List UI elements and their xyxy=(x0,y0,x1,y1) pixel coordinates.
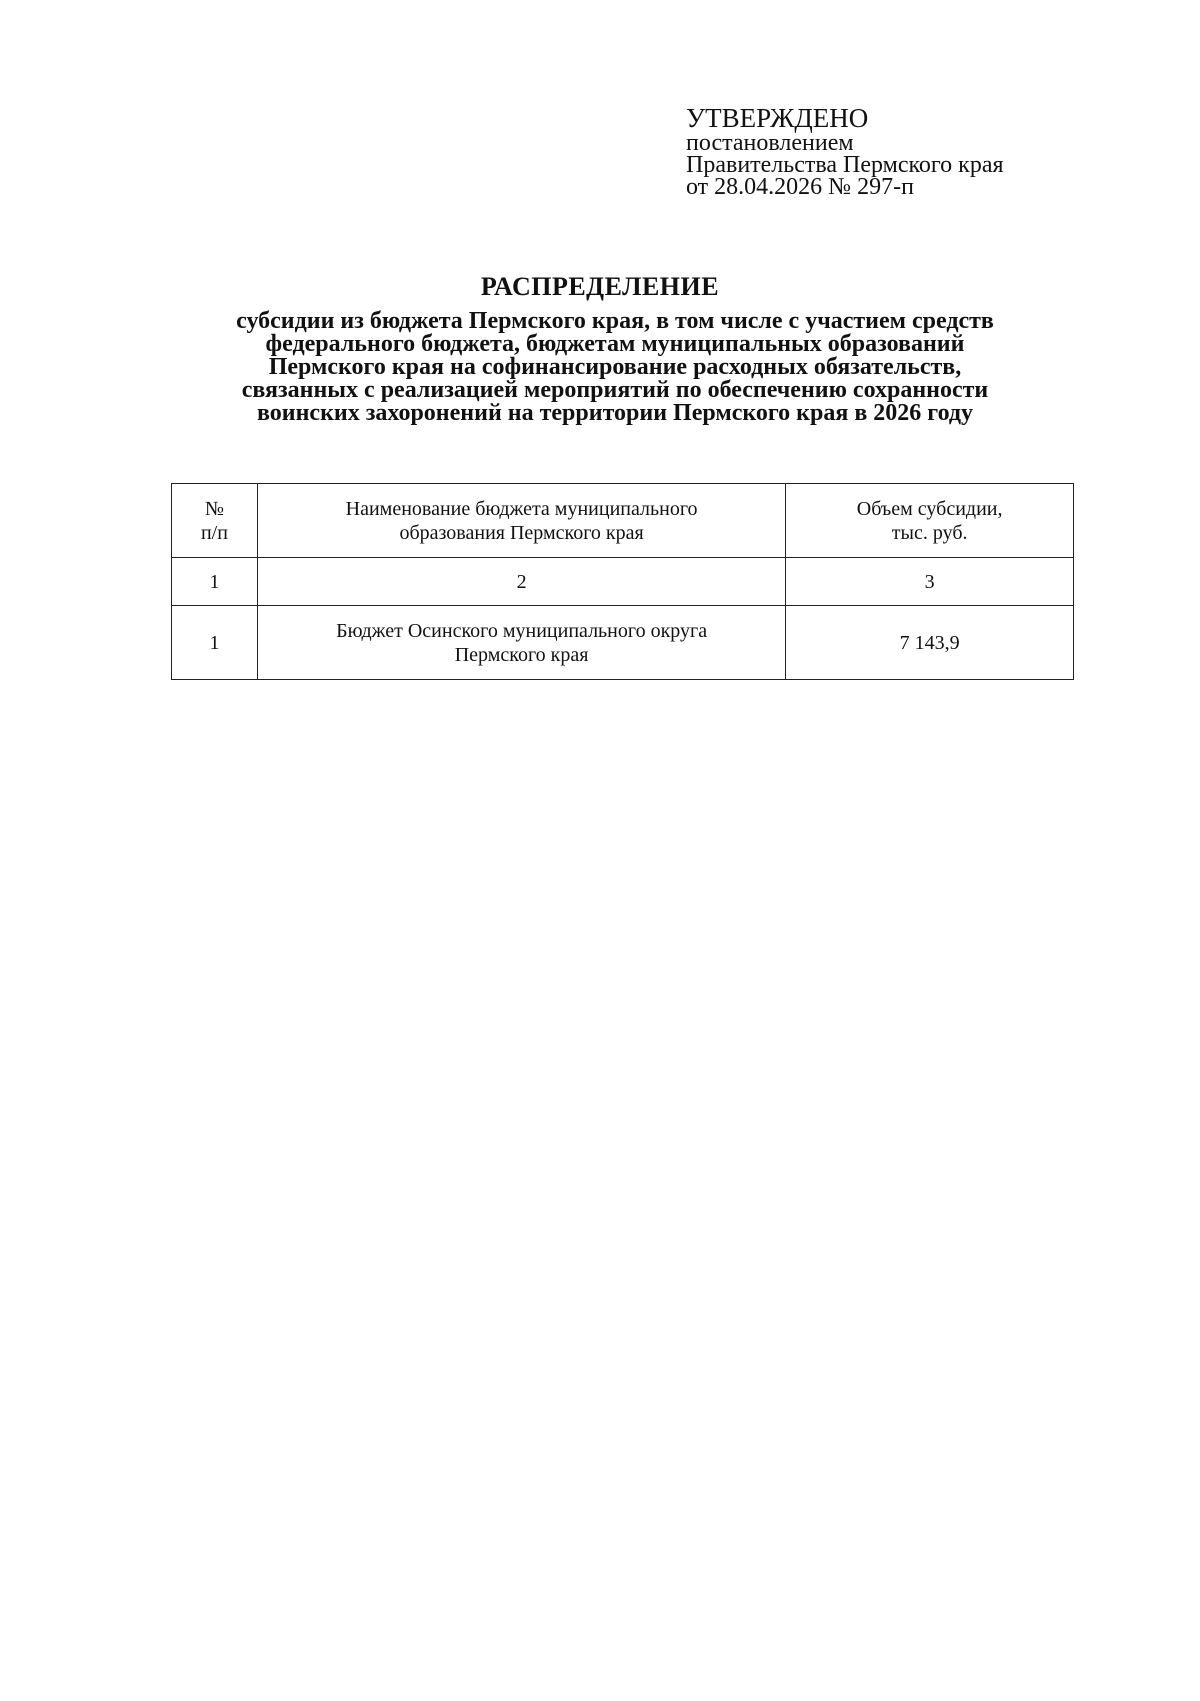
column-number-cell: 3 xyxy=(786,558,1074,606)
subtitle-line: Пермского края на софинансирование расходных обязательств, xyxy=(268,354,962,380)
table-header-row xyxy=(172,484,1074,558)
subtitle-line: связанных с реализацией мероприятий по обеспечению сохранности xyxy=(241,377,989,403)
column-number-cell: 2 xyxy=(257,558,785,606)
subtitle-line: федерального бюджета, бюджетам муниципальных образований xyxy=(265,331,965,357)
header-cell-subsidy-amount: Объем субсидии, тыс. руб. xyxy=(786,484,1074,558)
column-number-cell: 1 xyxy=(172,558,258,606)
approval-line-resolution: постановлением xyxy=(686,130,854,156)
row-number-cell: 1 xyxy=(172,606,258,680)
table-row xyxy=(172,606,1074,680)
approval-heading: УТВЕРЖДЕНО xyxy=(686,103,869,133)
row-budget-name-cell: Бюджет Осинского муниципального округа Пермского края xyxy=(257,606,785,680)
header-cell-number: № п/п xyxy=(172,484,258,558)
row-amount-cell: 7 143,9 xyxy=(786,606,1074,680)
document-title: РАСПРЕДЕЛЕНИЕ xyxy=(480,272,720,301)
document-subtitle xyxy=(150,310,1080,425)
table-column-numbers-row xyxy=(172,558,1074,606)
subtitle-line: воинских захоронений на территории Пермского края в 2026 году xyxy=(256,400,974,426)
approval-line-government: Правительства Пермского края xyxy=(686,152,1004,178)
header-cell-budget-name: Наименование бюджета муниципального образования Пермского края xyxy=(257,484,785,558)
distribution-table xyxy=(171,483,1074,680)
approval-line-date-number: от 28.04.2026 № 297-п xyxy=(686,174,914,200)
subtitle-line: субсидии из бюджета Пермского края, в том числе с участием средств xyxy=(236,308,994,334)
approval-stamp xyxy=(686,104,1106,198)
